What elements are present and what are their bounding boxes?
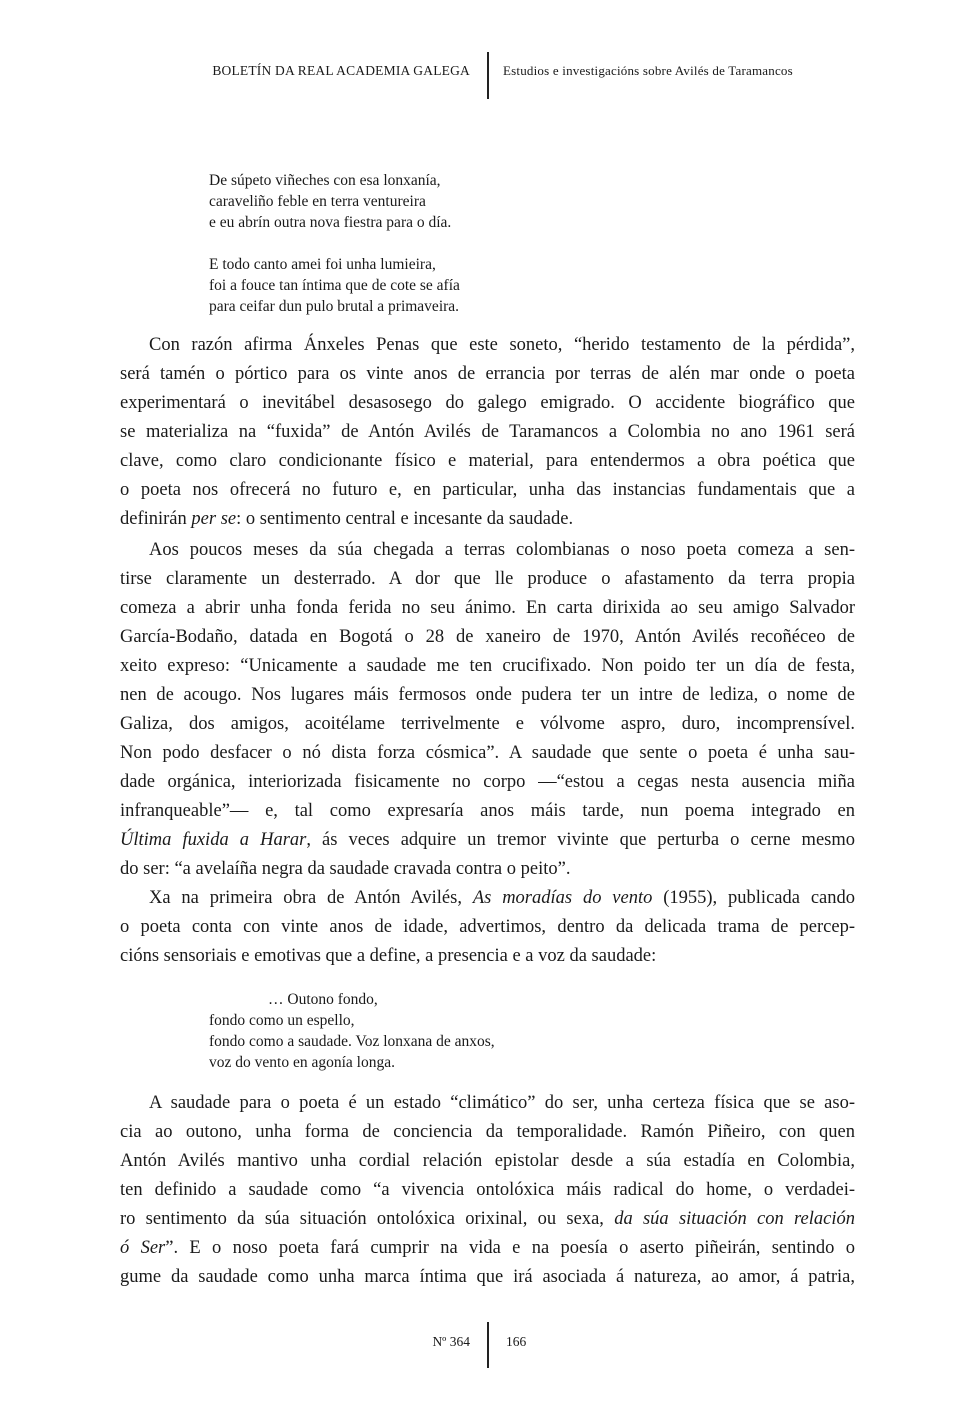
text-run: nen de acougo. Nos lugares máis fermosos onde pudera ter un intre de lediza, o nome de [120,685,855,705]
text-line [120,360,855,389]
text-line [120,913,855,942]
text-line [120,594,855,623]
text-run: cións sensoriais e emotivas que a define, a presencia e a voz da saudade: [120,946,657,966]
text-run: , ás veces adquire un tremor vivinte que perturba o cerne mesmo [306,830,855,850]
text-line [120,476,855,505]
text-run: Xa na primeira obra de Antón Avilés, [149,888,473,908]
text-run: Con razón afirma Ánxeles Penas que este soneto, “herido testamento de la pérdida”, [149,335,855,355]
text-run: se materializa na “fuxida” de Antón Avilés de Taramancos a Colombia no ano 1961 será [120,422,855,442]
text-line [120,797,855,826]
text-run: gume da saudade como unha marca íntima que irá asociada á natureza, ao amor, á patria, [120,1267,855,1287]
stanza-gap [209,233,460,254]
verse-line: fondo como un espello, [209,1012,355,1029]
text-line [120,505,855,534]
text-run: ten definido a saudade como “a vivencia ontolóxica máis radical do home, o verdadei- [120,1180,855,1200]
text-line [120,565,855,594]
text-run: será tamén o pórtico para os vinte anos de errancia por terras de alén mar onde o poeta [120,364,855,384]
text-line [120,1176,855,1205]
italic-title: Última fuxida a Harar [120,830,307,850]
text-run: (1955), publicada cando [652,888,855,908]
text-line [120,681,855,710]
text-run: : o sentimento central e incesante da saudade. [236,509,574,529]
text-run: ro sentimento da súa situación ontolóxica orixinal, ou sexa, [120,1209,615,1229]
page-number: 166 [506,1334,527,1349]
text-run: tirse claramente un desterrado. A dor que lle produce o afastamento da terra propia [120,569,855,589]
text-line [120,826,855,855]
italic-title: ó Ser [120,1238,166,1258]
text-run: infranqueable”— e, tal como expresaría anos máis tarde, nun poema integrado en [120,801,855,821]
poem-quote-1 [209,170,460,317]
verse-line: foi a fouce tan íntima que de cote se afía [209,277,460,294]
paragraph-2 [120,536,855,884]
paragraph-1 [120,331,855,534]
text-line [120,331,855,360]
text-run: García-Bodaño, datada en Bogotá o 28 de xaneiro de 1970, Antón Avilés recoñéceo de [120,627,855,647]
text-line [120,942,855,971]
section-title: Estudios e investigacións sobre Avilés de Taramancos [503,63,793,78]
verse-line: fondo como a saudade. Voz lonxana de anxos, [209,1033,495,1050]
text-run: Galiza, dos amigos, acoitélame terrivelmente e vólvome aspro, duro, incomprensível. [120,714,855,734]
footer-divider [487,1322,489,1368]
text-run: Aos poucos meses da súa chegada a terras colombianas o noso poeta comeza a sen- [149,540,855,560]
text-line [120,447,855,476]
journal-title: BOLETÍN DA REAL ACADEMIA GALEGA [212,63,470,78]
text-line [120,652,855,681]
verse-line: E todo canto amei foi unha lumieira, [209,256,436,273]
verse-line: … Outono fondo, [268,991,378,1008]
text-line [120,710,855,739]
verse-line: De súpeto viñeches con esa lonxanía, [209,172,441,189]
text-run: dade orgánica, interiorizada fisicamente no corpo —“estou a cegas nesta ausencia miña [120,772,855,792]
text-run: clave, como claro condicionante físico e material, para entendermos a obra poética que [120,451,855,471]
text-run: o poeta conta con vinte anos de idade, advertimos, dentro da delicada trama de percep- [120,917,855,937]
text-run: xeito expreso: “Unicamente a saudade me ten crucifixado. Non poido ter un día de festa, [120,656,855,676]
text-run: ”. E o noso poeta fará cumprir na vida e na poesía o aserto piñeirán, sentindo o [165,1238,855,1258]
text-line [120,768,855,797]
text-line [120,1205,855,1234]
text-line [120,389,855,418]
text-line [120,623,855,652]
text-line [120,739,855,768]
italic-title: per se [191,509,237,529]
header-divider [487,52,489,99]
text-line [120,884,855,913]
paragraph-4 [120,1089,855,1292]
text-line [120,855,855,884]
verse-line: e eu abrín outra nova fiestra para o día. [209,214,452,231]
text-line [120,1089,855,1118]
text-line [120,1234,855,1263]
verse-line: caraveliño feble en terra ventureira [209,193,426,210]
poem-quote-2 [209,989,495,1073]
text-run: do ser: “a avelaíña negra da saudade cravada contra o peito”. [120,859,571,879]
italic-title: As moradías do vento [472,888,653,908]
text-run: comeza a abrir unha fonda ferida no seu ánimo. En carta dirixida ao seu amigo Salvador [120,598,855,618]
text-line [120,1147,855,1176]
text-run: A saudade para o poeta é un estado “climático” do ser, unha certeza física que se aso- [149,1093,855,1113]
text-run: definirán [120,509,192,529]
text-run: o poeta nos ofrecerá no futuro e, en particular, unha das instancias fundamentais que a [120,480,855,500]
text-run: experimentará o inevitábel desasosego do galego emigrado. O accidente biográfico que [120,393,855,413]
verse-line: para ceifar dun pulo brutal a primaveira. [209,298,460,315]
verse-line: voz do vento en agonía longa. [209,1054,395,1071]
italic-title: da súa situación con relación [614,1209,855,1229]
text-line [120,418,855,447]
text-run: Antón Avilés mantivo unha cordial relación epistolar desde a súa estadía en Colombia, [120,1151,855,1171]
issue-number: Nº 364 [432,1334,470,1349]
text-run: Non podo desfacer o nó dista forza cósmica”. A saudade que sente o poeta é unha sau- [120,743,855,763]
text-line [120,1263,855,1292]
text-line [120,536,855,565]
text-run: cia ao outono, unha forma de conciencia da temporalidade. Ramón Piñeiro, con quen [120,1122,855,1142]
paragraph-3 [120,884,855,971]
text-line [120,1118,855,1147]
